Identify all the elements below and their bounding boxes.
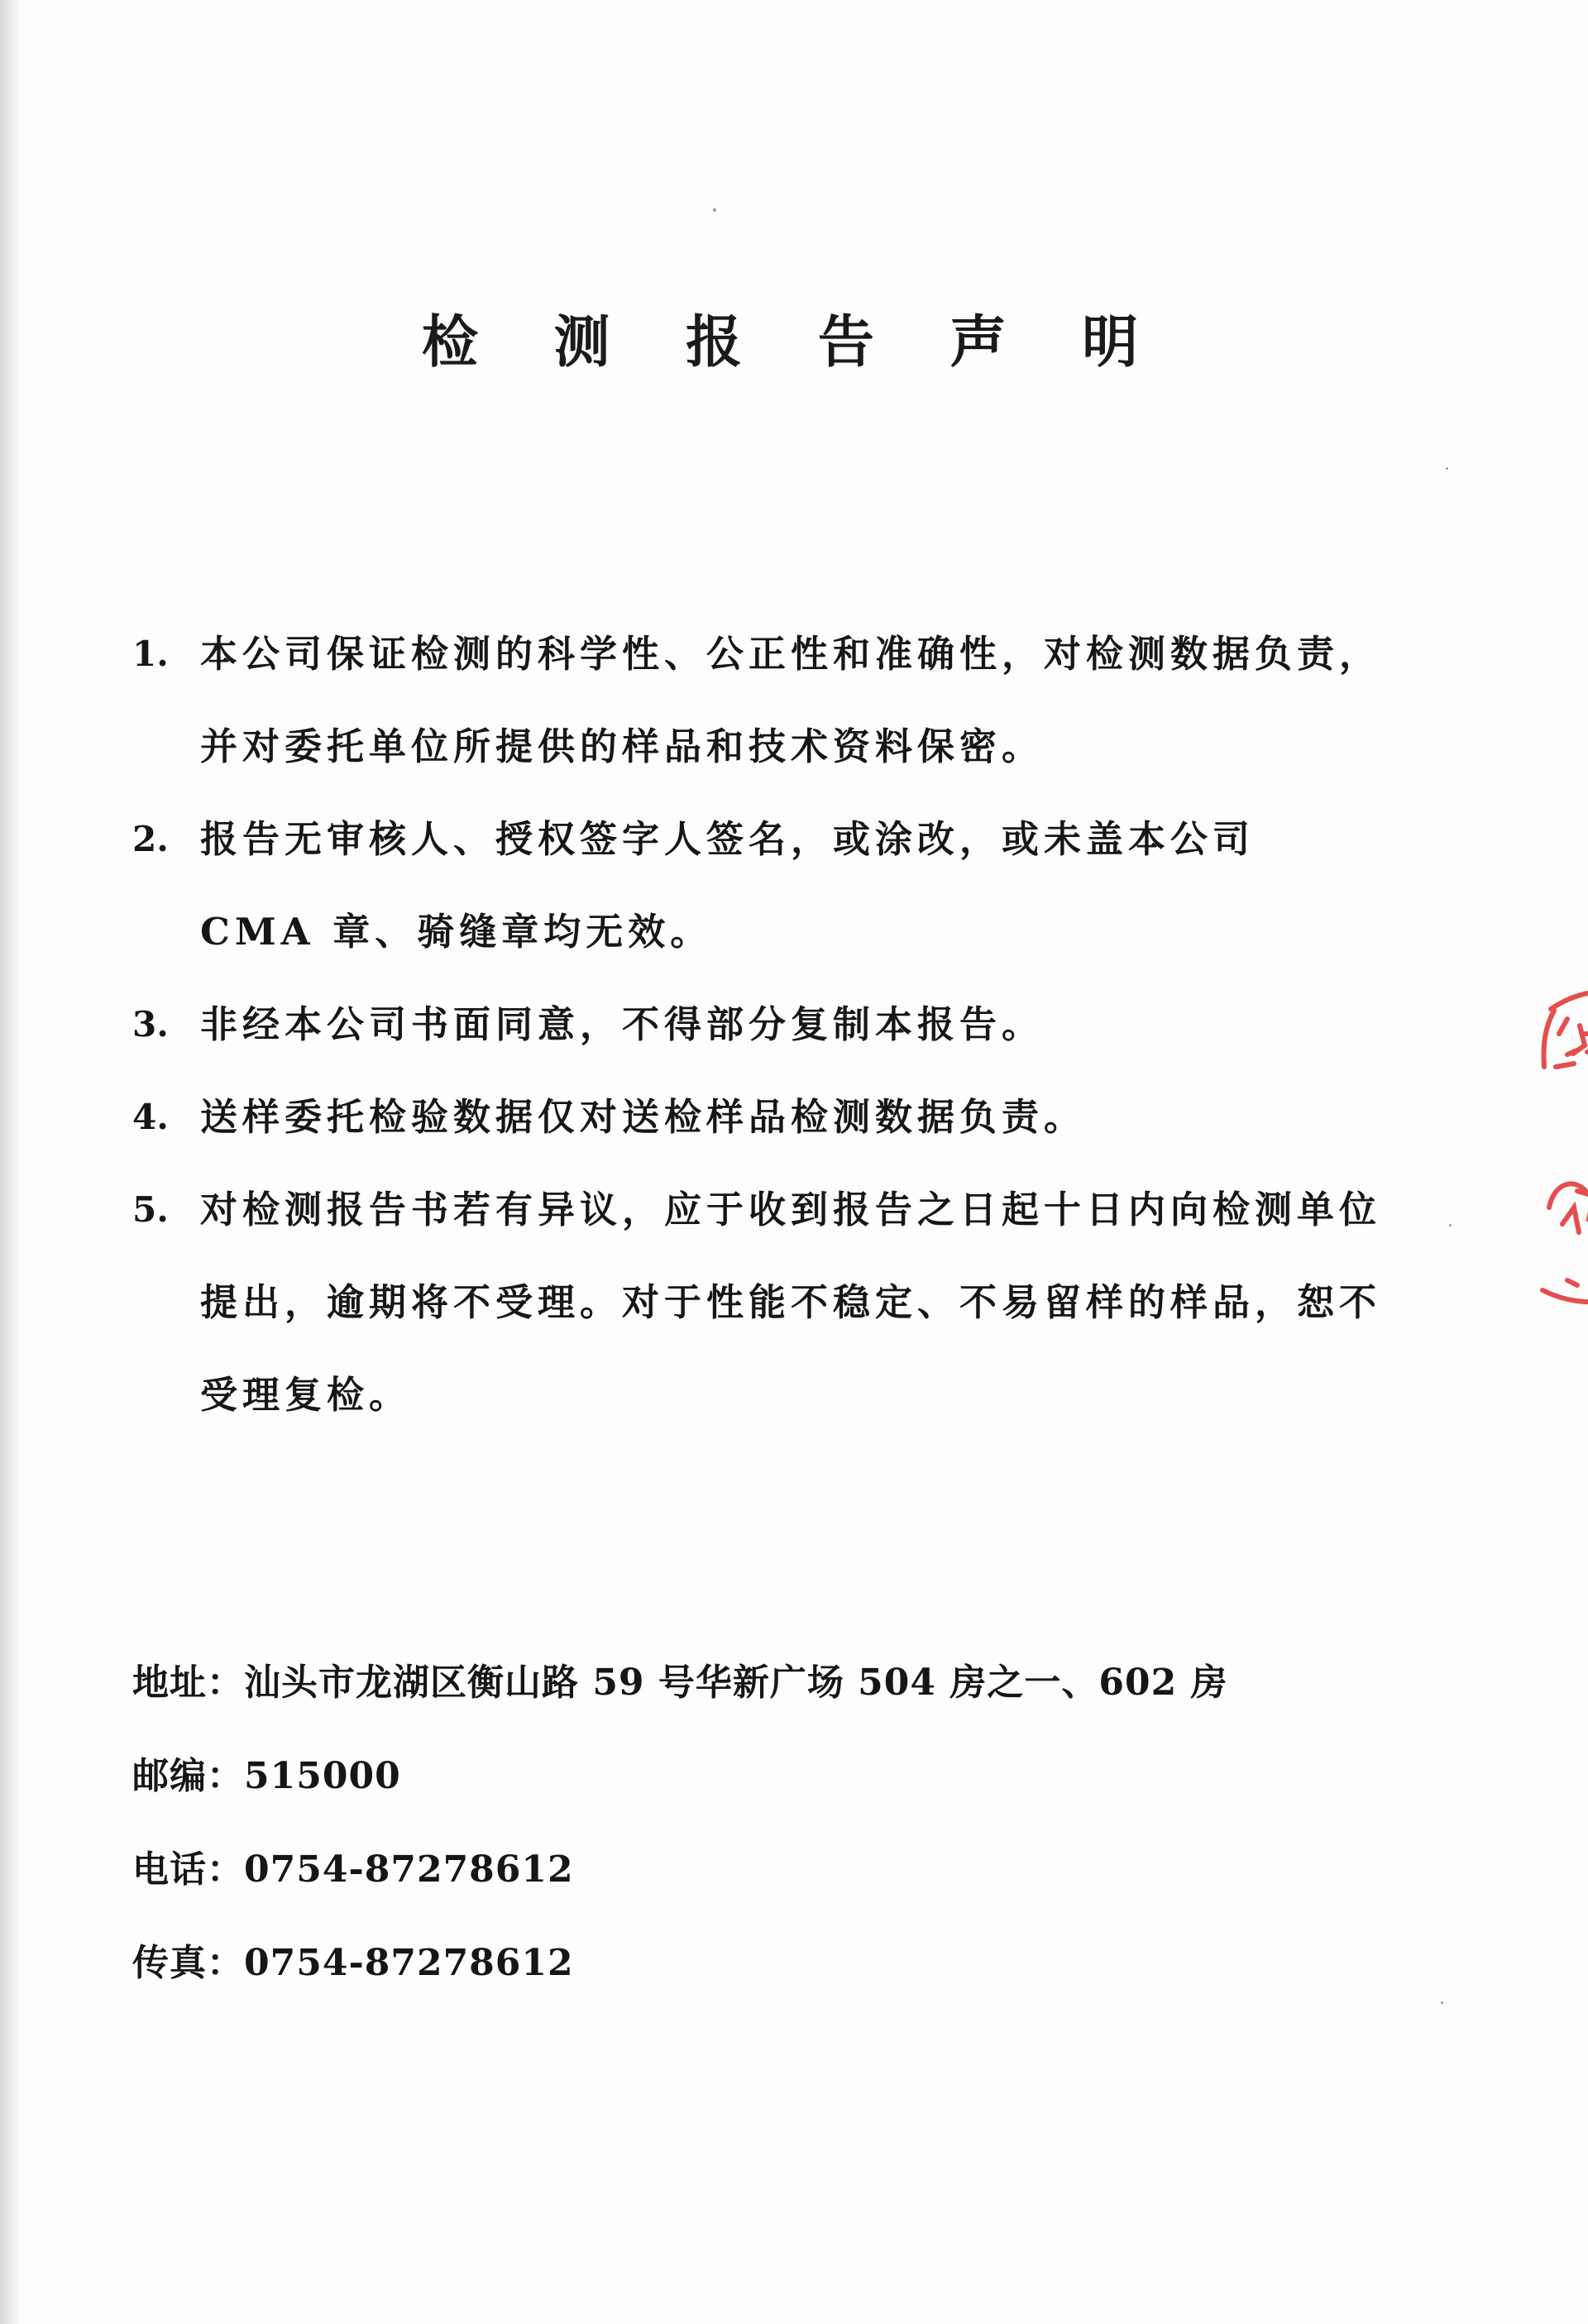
page-title: 检 测 报 告 声 明 (421, 309, 1167, 375)
scan-speck (1441, 2001, 1443, 2004)
phone-value: 0754-87278612 (244, 1848, 574, 1891)
fax-value: 0754-87278612 (244, 1942, 574, 1984)
clause-text: 送样委托检验数据仅对送检样品检测数据负责。 (200, 1095, 1087, 1139)
clause-number: 3. (132, 1004, 169, 1045)
clause-text: 对检测报告书若有异议，应于收到报告之日起十日内向检测单位提出，逾期将不受理。对于性能不稳定、不易留样的样品，恕不受理复检。 (200, 1188, 1382, 1417)
clause-text: 报告无审核人、授权签字人签名，或涂改，或未盖本公司 CMA 章、骑缝章均无效。 (200, 817, 1256, 954)
postcode-value: 515000 (244, 1755, 401, 1797)
contact-block (132, 1636, 1373, 2010)
postcode-label: 邮编： (132, 1755, 244, 1797)
clause-number: 1. (132, 634, 169, 674)
clause-item (132, 1164, 1381, 1442)
fax-row (132, 1916, 1373, 2010)
phone-label: 电话： (132, 1848, 244, 1891)
clause-text: 本公司保证检测的科学性、公正性和准确性，对检测数据负责，并对委托单位所提供的样品和技术资料保密。 (200, 632, 1382, 768)
clause-list (132, 608, 1381, 1442)
postcode-row (132, 1729, 1373, 1823)
clause-number: 2. (132, 819, 169, 859)
clause-number: 4. (132, 1097, 169, 1137)
scan-speck (713, 208, 716, 212)
clause-item (132, 608, 1381, 793)
fax-label: 传真： (132, 1942, 244, 1984)
clause-item (132, 1071, 1381, 1164)
address-label: 地址： (132, 1662, 244, 1704)
scan-speck (1446, 467, 1448, 470)
clause-item (132, 793, 1381, 978)
phone-row (132, 1823, 1373, 1916)
address-row (132, 1636, 1373, 1729)
scan-speck (1449, 1224, 1452, 1227)
clause-number: 5. (132, 1189, 169, 1230)
clause-item (132, 978, 1381, 1071)
address-value: 汕头市龙湖区衡山路 59 号华新广场 504 房之一、602 房 (244, 1662, 1228, 1704)
clause-text: 非经本公司书面同意，不得部分复制本报告。 (200, 1002, 1045, 1046)
partial-seal-stamp (1534, 976, 1588, 1323)
